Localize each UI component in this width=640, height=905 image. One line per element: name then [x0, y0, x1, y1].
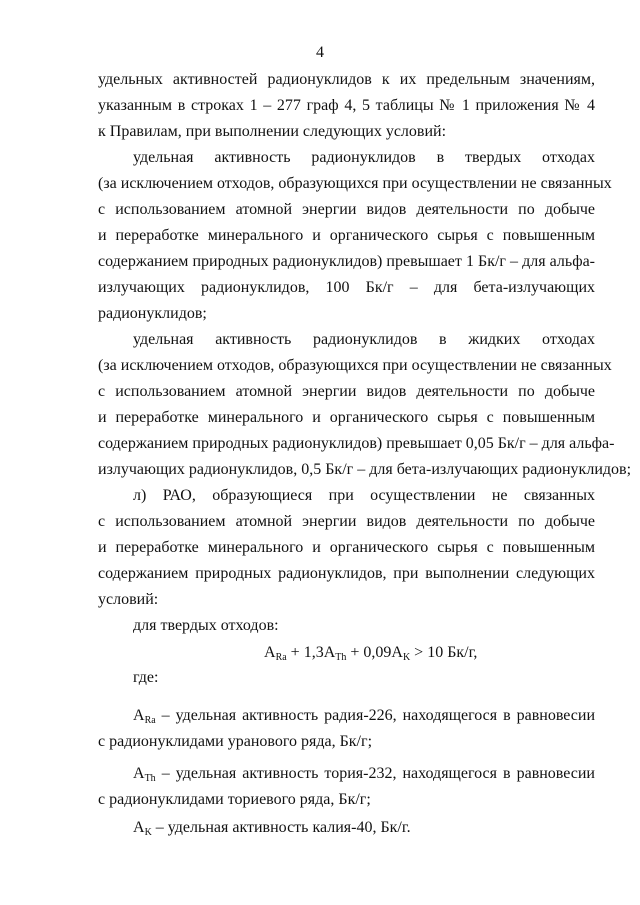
text-line: с использованием атомной энергии видов деятельности по добыче [98, 201, 595, 218]
def-subscript: K [144, 827, 152, 838]
text-line: и переработке минерального и органического сырья с повышенным [98, 227, 595, 244]
formula-rhs: > 10 Бк/г, [410, 644, 478, 661]
page-number: 4 [316, 44, 324, 61]
definition-k [98, 815, 595, 841]
text-line: содержанием природных радионуклидов) превышает 1 Бк/г – для альфа- [98, 253, 595, 270]
definition-ra [98, 703, 595, 755]
text-line: и переработке минерального и органического сырья с повышенным [98, 409, 595, 426]
activity-formula [264, 640, 477, 671]
definition-th [98, 761, 595, 813]
text-line: (за исключением отходов, образующихся при осуществлении не связанных [98, 357, 612, 374]
def-text-cont: с радионуклидами уранового ряда, Бк/г; [98, 733, 373, 750]
def-text-cont: с радионуклидами ториевого ряда, Бк/г; [98, 791, 371, 808]
where-label: где: [133, 669, 159, 686]
def-symbol: A [133, 819, 145, 836]
def-text: – удельная активность тория-232, находящегося в равновесии [155, 765, 595, 782]
formula-term-k: + 0,09A [346, 644, 403, 661]
document-body [98, 67, 632, 639]
formula-term-th: + 1,3A [286, 644, 336, 661]
def-subscript: Th [144, 773, 156, 784]
def-subscript: Ra [144, 715, 156, 726]
text-line: излучающих радионуклидов, 100 Бк/г – для бета-излучающих [98, 279, 595, 296]
text-line: удельная активность радионуклидов в жидких отходах [133, 331, 595, 348]
text-line: л) РАО, образующиеся при осуществлении не связанных [133, 487, 595, 504]
formula-sub-k: K [402, 652, 411, 663]
text-line: излучающих радионуклидов, 0,5 Бк/г – для бета-излучающих радионуклидов; [98, 461, 632, 478]
formula-sub-th: Th [335, 652, 347, 663]
text-line: к Правилам, при выполнении следующих условий: [98, 123, 447, 140]
formula-a-ra: A [264, 644, 276, 661]
text-line: содержанием природных радионуклидов) превышает 0,05 Бк/г – для альфа- [98, 435, 615, 452]
text-line: и переработке минерального и органического сырья с повышенным [98, 539, 595, 556]
text-line: радионуклидов; [98, 305, 207, 322]
def-symbol: A [133, 707, 145, 724]
def-symbol: A [133, 765, 145, 782]
def-text: – удельная активность радия-226, находящегося в равновесии [155, 707, 595, 724]
text-line: содержанием природных радионуклидов, при выполнении следующих [98, 565, 595, 582]
text-line: указанным в строках 1 – 277 граф 4, 5 таблицы № 1 приложения № 4 [98, 97, 595, 114]
text-line: для твердых отходов: [133, 617, 279, 634]
text-line: с использованием атомной энергии видов деятельности по добыче [98, 513, 595, 530]
text-line: (за исключением отходов, образующихся при осуществлении не связанных [98, 175, 612, 192]
text-line: с использованием атомной энергии видов деятельности по добыче [98, 383, 595, 400]
text-line: удельная активность радионуклидов в твердых отходах [133, 149, 595, 166]
text-line: условий: [98, 591, 159, 608]
formula-sub-ra: Ra [275, 652, 287, 663]
def-text: – удельная активность калия-40, Бк/г. [151, 819, 411, 836]
text-line: удельных активностей радионуклидов к их предельным значениям, [98, 71, 595, 88]
